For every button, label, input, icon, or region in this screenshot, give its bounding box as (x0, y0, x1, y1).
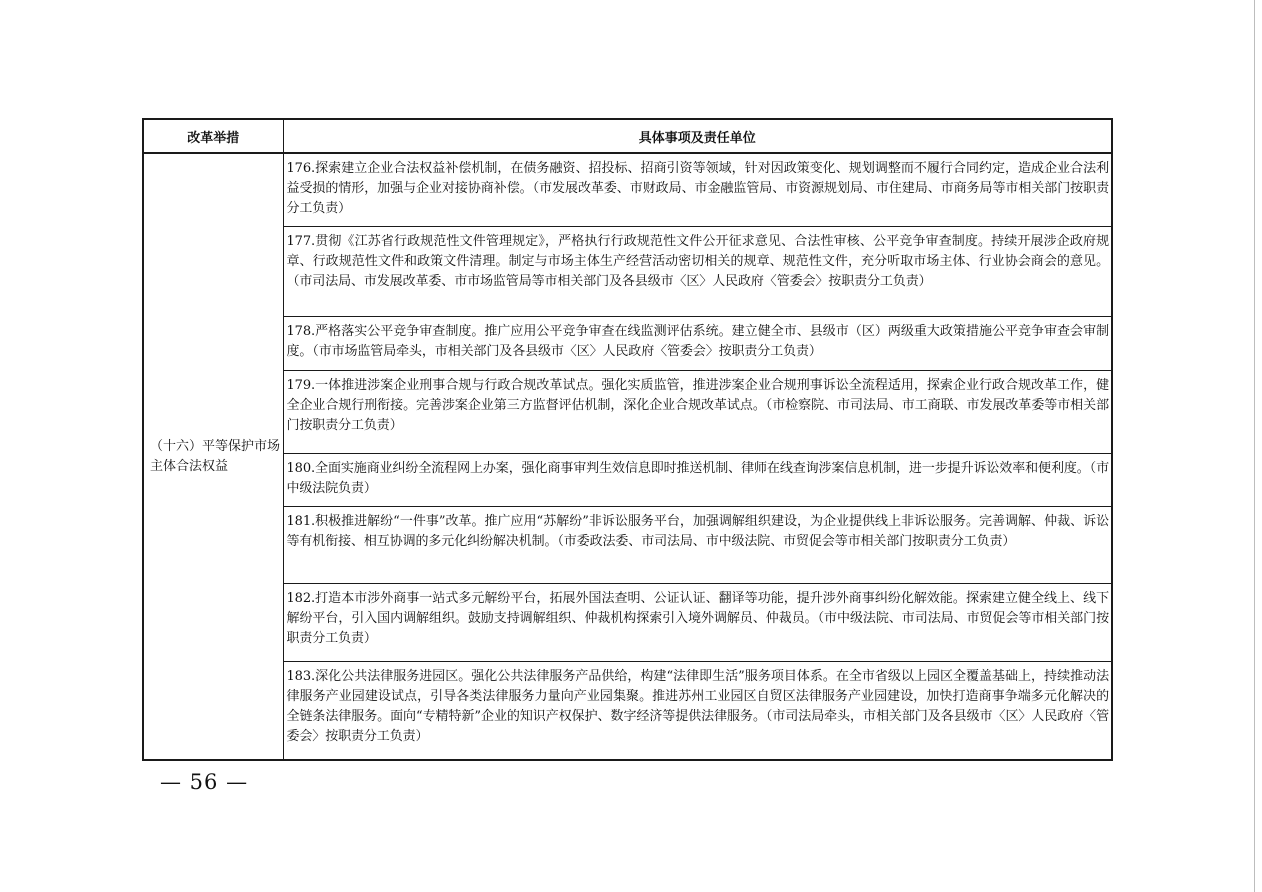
header-items: 具体事项及责任单位 (283, 119, 1112, 153)
table-row (143, 316, 1112, 370)
header-measure: 改革举措 (143, 119, 283, 153)
item-176: 176.探索建立企业合法权益补偿机制，在债务融资、招投标、招商引资等领域，针对因政策变化、规划调整而不履行合同约定，造成企业合法利益受损的情形，加强与企业对接协商补偿。（市发展改革委、市财政局、市金融监管局、市资源规划局、市住建局、市商务局等市相关部门按职责分工负责） (283, 153, 1112, 226)
table-row (143, 226, 1112, 316)
item-182: 182.打造本市涉外商事一站式多元解纷平台，拓展外国法查明、公证认证、翻译等功能，提升涉外商事纠纷化解效能。探索建立健全线上、线下解纷平台，引入国内调解组织。鼓励支持调解组织、仲裁机构探索引入境外调解员、仲裁员。（市中级法院、市司法局、市贸促会等市相关部门按职责分工负责） (283, 583, 1112, 661)
item-177: 177.贯彻《江苏省行政规范性文件管理规定》，严格执行行政规范性文件公开征求意见、合法性审核、公平竞争审查制度。持续开展涉企政府规章、行政规范性文件和政策文件清理。制定与市场主体生产经营活动密切相关的规章、规范性文件，充分听取市场主体、行业协会商会的意见。（市司法局、市发展改革委、市市场监管局等市相关部门及各县级市〈区〉人民政府〈管委会〉按职责分工负责） (283, 226, 1112, 316)
table-row (143, 370, 1112, 453)
table-row (143, 661, 1112, 760)
reform-measures-table (142, 118, 1113, 761)
table-row (143, 506, 1112, 583)
table-row (143, 153, 1112, 226)
item-179: 179.一体推进涉案企业刑事合规与行政合规改革试点。强化实质监管，推进涉案企业合规刑事诉讼全流程适用，探索企业行政合规改革工作，健全企业合规行刑衔接。完善涉案企业第三方监督评估机制，深化企业合规改革试点。（市检察院、市司法局、市工商联、市发展改革委等市相关部门按职责分工负责） (283, 370, 1112, 453)
item-181: 181.积极推进解纷“一件事”改革。推广应用“苏解纷”非诉讼服务平台，加强调解组织建设，为企业提供线上非诉讼服务。完善调解、仲裁、诉讼等有机衔接、相互协调的多元化纠纷解决机制。（市委政法委、市司法局、市中级法院、市贸促会等市相关部门按职责分工负责） (283, 506, 1112, 583)
table-row (143, 453, 1112, 506)
table-header-row (143, 119, 1112, 153)
page-number: — 56 — (160, 770, 249, 794)
item-183: 183.深化公共法律服务进园区。强化公共法律服务产品供给，构建“法律即生活”服务项目体系。在全市省级以上园区全覆盖基础上，持续推动法律服务产业园建设试点，引导各类法律服务力量向产业园集聚。推进苏州工业园区自贸区法律服务产业园建设，加快打造商事争端多元化解决的全链条法律服务。面向“专精特新”企业的知识产权保护、数字经济等提供法律服务。（市司法局牵头，市相关部门及各县级市〈区〉人民政府〈管委会〉按职责分工负责） (283, 661, 1112, 760)
item-180: 180.全面实施商业纠纷全流程网上办案，强化商事审判生效信息即时推送机制、律师在线查询涉案信息机制，进一步提升诉讼效率和便利度。（市中级法院负责） (283, 453, 1112, 506)
table-row (143, 583, 1112, 661)
measure-label: （十六）平等保护市场主体合法权益 (143, 153, 283, 760)
item-178: 178.严格落实公平竞争审查制度。推广应用公平竞争审查在线监测评估系统。建立健全市、县级市（区）两级重大政策措施公平竞争审查会审制度。（市市场监管局牵头，市相关部门及各县级市〈区〉人民政府〈管委会〉按职责分工负责） (283, 316, 1112, 370)
